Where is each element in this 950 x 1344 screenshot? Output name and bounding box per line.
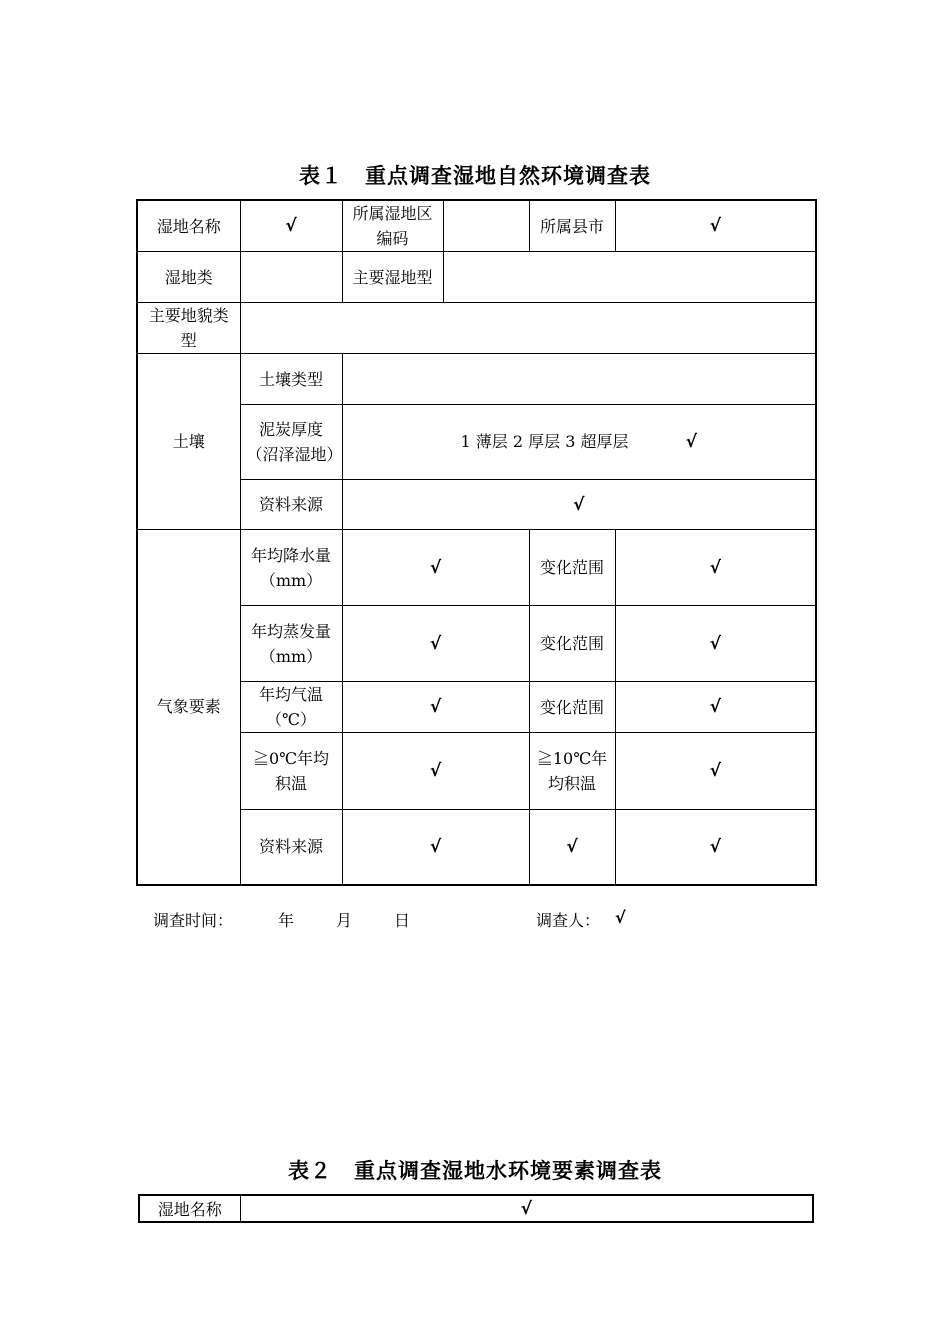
soil-data-source-value[interactable]: [342, 480, 816, 530]
precip-range-label: 变化范围: [529, 530, 615, 606]
acc0-label: ≧0℃年均积温: [240, 733, 342, 810]
wetland-code-value[interactable]: [443, 200, 529, 252]
county-label: 所属县市: [529, 200, 615, 252]
peat-options: 1 薄层 2 厚层 3 超厚层: [460, 432, 629, 451]
temp-range-value[interactable]: [615, 682, 816, 733]
climate-source-value-1[interactable]: [342, 810, 529, 885]
main-wetland-type-value[interactable]: [443, 252, 816, 303]
survey-day-label: 日: [394, 911, 411, 930]
precip-range-value[interactable]: [615, 530, 816, 606]
t2-wetland-name-value[interactable]: [240, 1195, 813, 1222]
temp-label: 年均气温（℃）: [240, 682, 342, 733]
climate-label: 气象要素: [137, 530, 240, 885]
wetland-code-label: 所属湿地区编码: [342, 200, 443, 252]
soil-data-source-label: 资料来源: [240, 480, 342, 530]
check-mark: √: [709, 557, 721, 578]
check-mark: √: [429, 557, 442, 578]
check-mark: √: [285, 216, 297, 236]
check-mark: √: [566, 836, 578, 857]
table2-title: 表２ 重点调查湿地水环境要素调查表: [288, 1159, 662, 1183]
peat-thickness-value[interactable]: [342, 405, 816, 480]
survey-year-label: 年: [278, 911, 295, 930]
county-value[interactable]: [615, 200, 816, 252]
soil-label: 土壤: [137, 354, 240, 530]
temp-value[interactable]: [342, 682, 529, 733]
t2-wetland-name-label: 湿地名称: [139, 1195, 240, 1222]
acc10-value[interactable]: [615, 733, 816, 810]
evap-label: 年均蒸发量（mm）: [240, 606, 342, 682]
acc10-label: ≧10℃年均积温: [529, 733, 615, 810]
check-mark: √: [709, 697, 721, 717]
check-mark: √: [709, 633, 721, 654]
wetland-type-label: 湿地类: [137, 252, 240, 303]
temp-range-label: 变化范围: [529, 682, 615, 733]
survey-time-label: 调查时间：: [153, 911, 234, 930]
soil-type-label: 土壤类型: [240, 354, 342, 405]
check-mark: √: [573, 494, 585, 515]
check-mark: √: [429, 633, 442, 654]
surveyor-check[interactable]: √: [615, 908, 626, 927]
table1-title: 表１ 重点调查湿地自然环境调查表: [299, 164, 651, 188]
check-mark: √: [709, 836, 721, 857]
check-mark: √: [429, 697, 442, 717]
check-mark: √: [429, 836, 442, 857]
precip-value[interactable]: [342, 530, 529, 606]
evap-range-label: 变化范围: [529, 606, 615, 682]
main-wetland-type-label: 主要湿地型: [342, 252, 443, 303]
climate-source-value-3[interactable]: [615, 810, 816, 885]
check-mark: √: [709, 216, 721, 236]
surveyor-label: 调查人：: [536, 911, 601, 930]
check-mark: √: [429, 761, 442, 781]
check-mark: √: [685, 432, 697, 452]
survey-month-label: 月: [336, 911, 353, 930]
soil-type-value[interactable]: [342, 354, 816, 405]
peat-thickness-label: 泥炭厚度（沼泽湿地）: [240, 405, 342, 480]
acc0-value[interactable]: [342, 733, 529, 810]
landform-value[interactable]: [240, 303, 816, 354]
check-mark: √: [520, 1198, 532, 1219]
wetland-environment-table: [136, 199, 817, 886]
water-environment-table: [138, 1194, 814, 1223]
evap-range-value[interactable]: [615, 606, 816, 682]
precip-label: 年均降水量（mm）: [240, 530, 342, 606]
wetland-name-label: 湿地名称: [137, 200, 240, 252]
evap-value[interactable]: [342, 606, 529, 682]
climate-data-source-label: 资料来源: [240, 810, 342, 885]
check-mark: √: [709, 761, 721, 781]
landform-label: 主要地貌类型: [137, 303, 240, 354]
climate-source-value-2[interactable]: [529, 810, 615, 885]
wetland-name-value[interactable]: [240, 200, 342, 252]
wetland-type-value[interactable]: [240, 252, 342, 303]
